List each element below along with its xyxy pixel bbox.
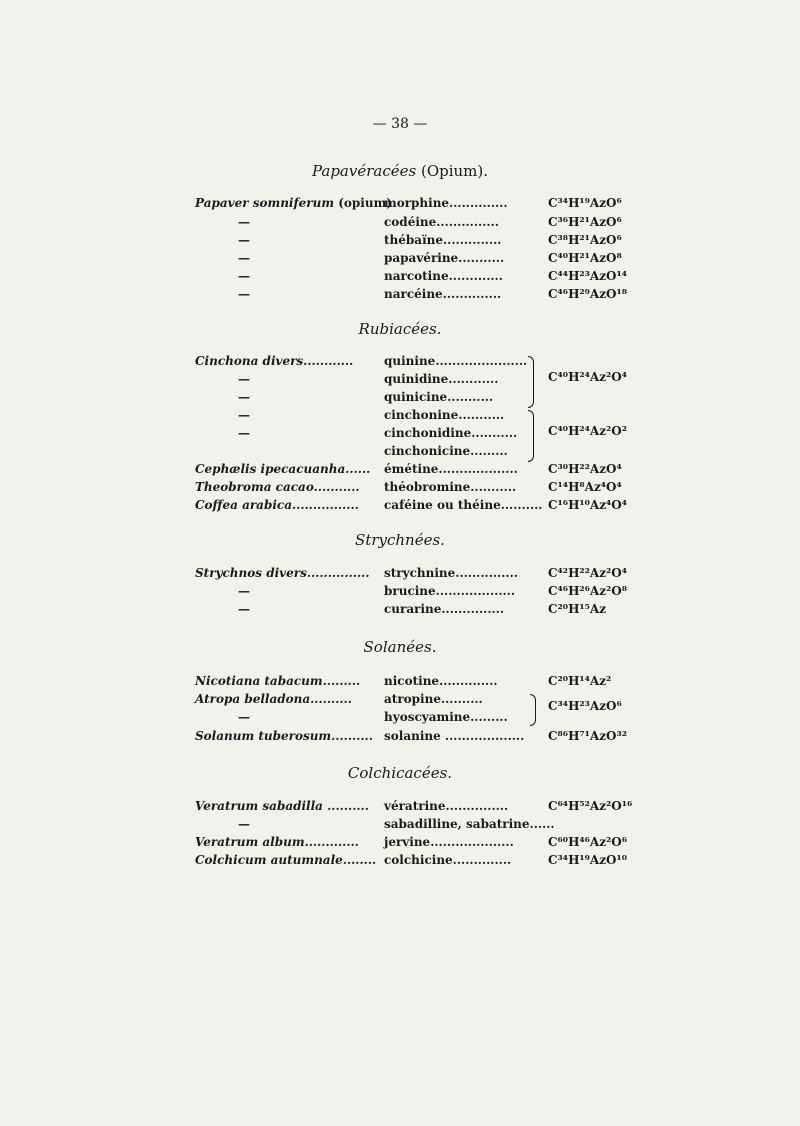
group-brace [528, 356, 534, 408]
table-row [0, 267, 800, 285]
chemical-formula: C¹⁴H⁸Az⁴O⁴ [548, 480, 622, 494]
table-row [0, 672, 800, 690]
chemical-formula: C⁶⁰H⁴⁶Az²O⁶ [548, 835, 628, 849]
table-row [0, 833, 800, 851]
species-name: Nicotiana tabacum......... [195, 674, 361, 688]
chemical-formula: C⁸⁶H⁷¹AzO³² [548, 729, 628, 743]
group-formula: C⁴⁰H²⁴Az²O² [548, 424, 628, 438]
alkaloid-name: thébaïne.............. [384, 233, 502, 247]
alkaloid-name: jervine.................... [384, 835, 514, 849]
table-row [0, 388, 800, 406]
table-row [0, 815, 800, 833]
alkaloid-name: narcéine.............. [384, 287, 502, 301]
chemical-formula: C⁴⁶H²⁶Az²O⁸ [548, 584, 628, 598]
page-number: — 38 — [372, 116, 428, 132]
ditto-dash: — [238, 817, 250, 831]
table-row [0, 690, 800, 708]
chemical-formula: C⁴⁶H²⁹AzO¹⁸ [548, 287, 628, 301]
table-row [0, 442, 800, 460]
chemical-formula: C²⁰H¹⁵Az [548, 602, 607, 616]
table-row [0, 460, 800, 478]
chemical-formula: C³⁶H²¹AzO⁶ [548, 215, 622, 229]
species-name: Theobroma cacao........... [195, 480, 360, 494]
species-name: Colchicum autumnale........ [195, 853, 377, 867]
group-brace [530, 694, 536, 726]
species-name: Cephælis ipecacuanha...... [195, 462, 371, 476]
ditto-dash: — [238, 215, 250, 229]
ditto-dash: — [238, 251, 250, 265]
species-name: Cinchona divers............ [195, 354, 354, 368]
alkaloid-name: quinine...................... [384, 354, 528, 368]
table-row [0, 352, 800, 370]
alkaloid-name: quinicine........... [384, 390, 494, 404]
table-row [0, 851, 800, 869]
chemical-formula: C¹⁶H¹⁰Az⁴O⁴ [548, 498, 628, 512]
ditto-dash: — [238, 426, 250, 440]
table-row [0, 496, 800, 514]
table-row [0, 478, 800, 496]
alkaloid-name: vératrine............... [384, 799, 509, 813]
group-brace [528, 410, 534, 462]
ditto-dash: — [238, 390, 250, 404]
ditto-dash: — [238, 584, 250, 598]
chemical-formula: C³⁰H²²AzO⁴ [548, 462, 622, 476]
species-name: Veratrum sabadilla .......... [195, 799, 369, 813]
chemical-formula: C³⁴H¹⁹AzO¹⁰ [548, 853, 628, 867]
ditto-dash: — [238, 287, 250, 301]
alkaloid-name: brucine................... [384, 584, 516, 598]
species-name: Strychnos divers............... [195, 566, 370, 580]
section-heading-colchicacees: Colchicacées. [347, 764, 453, 782]
ditto-dash: — [238, 408, 250, 422]
ditto-dash: — [238, 710, 250, 724]
alkaloid-name: sabadilline, sabatrine...... [384, 817, 555, 831]
table-row [0, 231, 800, 249]
alkaloid-name: hyoscyamine......... [384, 710, 508, 724]
section-heading-solanees: Solanées. [363, 638, 437, 656]
group-formula: C³⁴H²³AzO⁶ [548, 699, 622, 713]
table-row [0, 249, 800, 267]
table-row [0, 424, 800, 442]
section-title-suffix: (Opium). [416, 162, 489, 180]
species-name: Papaver somniferum (opium) [195, 196, 392, 210]
chemical-formula: C³⁴H¹⁹AzO⁶ [548, 196, 622, 210]
table-row [0, 194, 800, 212]
table-row [0, 582, 800, 600]
alkaloid-name: solanine ................... [384, 729, 525, 743]
alkaloid-name: narcotine............. [384, 269, 503, 283]
ditto-dash: — [238, 372, 250, 386]
ditto-dash: — [238, 269, 250, 283]
table-row [0, 564, 800, 582]
alkaloid-name: théobromine........... [384, 480, 517, 494]
alkaloid-name: colchicine.............. [384, 853, 512, 867]
alkaloid-name: codéine............... [384, 215, 499, 229]
alkaloid-name: cinchonicine......... [384, 444, 508, 458]
species-name: Atropa belladona.......... [195, 692, 352, 706]
table-row [0, 285, 800, 303]
table-row [0, 213, 800, 231]
alkaloid-name: curarine............... [384, 602, 505, 616]
alkaloid-name: nicotine.............. [384, 674, 498, 688]
alkaloid-name: cinchonine........... [384, 408, 505, 422]
table-row [0, 797, 800, 815]
alkaloid-name: quinidine............ [384, 372, 499, 386]
chemical-formula: C³⁸H²¹AzO⁶ [548, 233, 622, 247]
table-row [0, 727, 800, 745]
table-row [0, 600, 800, 618]
section-title: Papavéracées [311, 162, 417, 180]
chemical-formula: C⁴⁰H²¹AzO⁸ [548, 251, 622, 265]
alkaloid-name: émétine................... [384, 462, 518, 476]
ditto-dash: — [238, 602, 250, 616]
alkaloid-name: atropine.......... [384, 692, 483, 706]
species-name: Solanum tuberosum.......... [195, 729, 373, 743]
table-row [0, 370, 800, 388]
table-row [0, 406, 800, 424]
alkaloid-name: morphine.............. [384, 196, 508, 210]
alkaloid-name: strychnine............... [384, 566, 518, 580]
chemical-formula: C⁶⁴H⁵²Az²O¹⁶ [548, 799, 633, 813]
alkaloid-name: papavérine........... [384, 251, 505, 265]
table-row [0, 708, 800, 726]
alkaloid-name: cinchonidine........... [384, 426, 518, 440]
species-name: Veratrum album............. [195, 835, 359, 849]
chemical-formula: C²⁰H¹⁴Az² [548, 674, 612, 688]
species-name: Coffea arabica................ [195, 498, 359, 512]
alkaloid-name: caféine ou théine.......... [384, 498, 543, 512]
chemical-formula: C⁴⁴H²³AzO¹⁴ [548, 269, 628, 283]
group-formula: C⁴⁰H²⁴Az²O⁴ [548, 370, 628, 384]
ditto-dash: — [238, 233, 250, 247]
section-heading-papaveracees [0, 162, 800, 180]
section-heading-strychnees: Strychnées. [355, 531, 445, 549]
chemical-formula: C⁴²H²²Az²O⁴ [548, 566, 628, 580]
section-heading-rubiacees: Rubiacées. [358, 320, 442, 338]
